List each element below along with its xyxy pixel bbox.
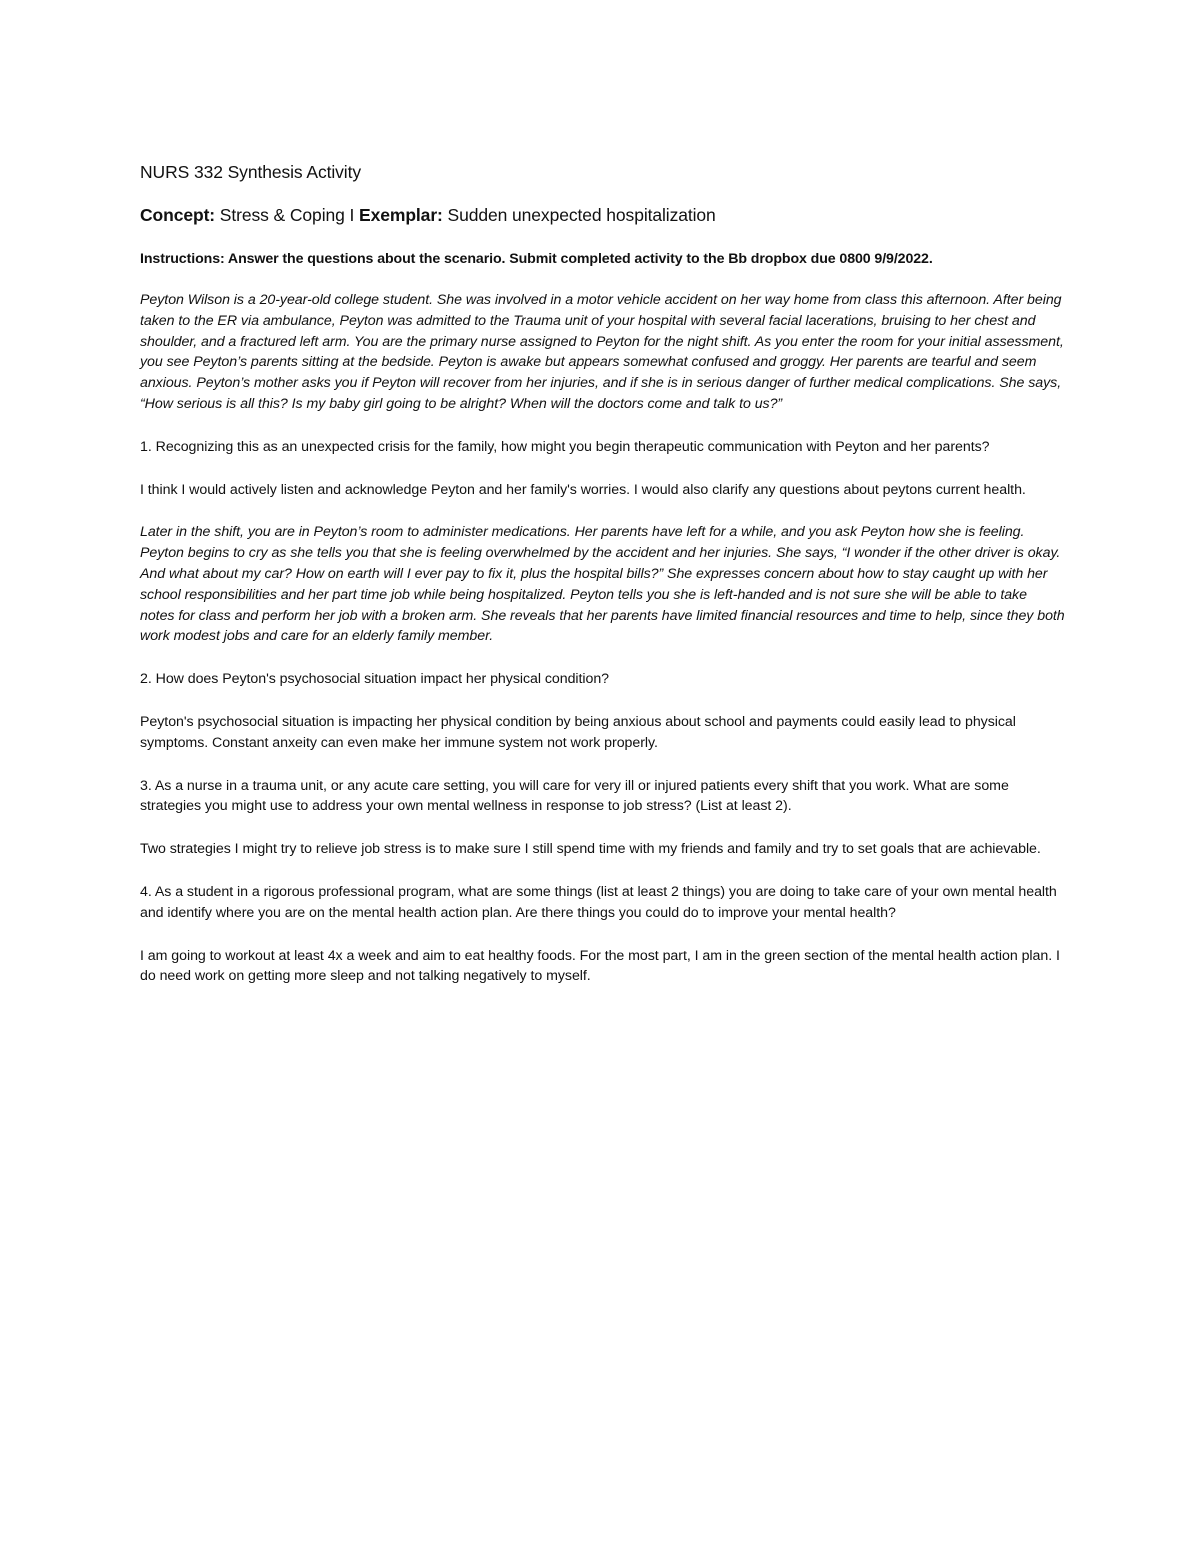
instructions: Instructions: Answer the questions about the scenario. Submit completed activity to the Bb dropbox due 0800 9/9/2022. bbox=[140, 251, 933, 267]
document-page bbox=[140, 162, 1065, 1009]
question-2: 2. How does Peyton's psychosocial situation impact her physical condition? bbox=[140, 671, 610, 688]
answer-2: Peyton's psychosocial situation is impacting her physical condition by being anxious about school and payments could easily lead to physical symptoms. Constant anxeity can even make her immune system not work properly. bbox=[140, 713, 1016, 751]
exemplar-label: Exemplar: bbox=[359, 205, 443, 225]
document-title: NURS 332 Synthesis Activity bbox=[140, 162, 361, 182]
question-4: 4. As a student in a rigorous professional program, what are some things (list at least 2 things) you are doing to take care of your own mental health and identify where you are on the mental health action plan. Are there things you could do to improve your mental health? bbox=[140, 883, 1057, 921]
answer-1: I think I would actively listen and acknowledge Peyton and her family's worries. I would also clarify any questions about peytons current health. bbox=[140, 481, 1026, 498]
scenario-paragraph-1: Peyton Wilson is a 20-year-old college student. She was involved in a motor vehicle accident on her way home from class this afternoon. After being taken to the ER via ambulance, Peyton was admitted to the Trauma unit of your hospital with several facial lacerations, bruising to her chest and shoulder, and a fractured left arm. You are the primary nurse assigned to Peyton for the night shift. As you enter the room for your initial assessment, you see Peyton’s parents sitting at the bedside. Peyton is awake but appears somewhat confused and groggy. Her parents are tearful and seem anxious. Peyton’s mother asks you if Peyton will recover from her injuries, and if she is in serious danger of further medical complications. She says, “How serious is all this? Is my baby girl going to be alright? When will the doctors come and talk to us?” bbox=[140, 292, 1064, 412]
concept-value: Stress & Coping I bbox=[215, 205, 360, 225]
question-3: 3. As a nurse in a trauma unit, or any acute care setting, you will care for very ill or injured patients every shift that you work. What are some strategies you might use to address your own mental wellness in response to job stress? (List at least 2). bbox=[140, 777, 1009, 815]
concept-exemplar-line bbox=[140, 205, 1065, 226]
answer-3: Two strategies I might try to relieve job stress is to make sure I still spend time with my friends and family and try to set goals that are achievable. bbox=[140, 841, 1041, 858]
exemplar-value: Sudden unexpected hospitalization bbox=[442, 205, 716, 225]
concept-label: Concept: bbox=[140, 205, 216, 225]
scenario-paragraph-2: Later in the shift, you are in Peyton’s room to administer medications. Her parents have left for a while, and you ask Peyton how she is feeling. Peyton begins to cry as she tells you that she is feeling overwhelmed by the accident and her injuries. She says, “I wonder if the other driver is okay. And what about my car? How on earth will I ever pay to fix it, plus the hospital bills?” She expresses concern about how to stay caught up with her school responsibilities and her part time job while being hospitalized. Peyton tells you she is left-handed and is not sure she will be able to take notes for class and perform her job with a broken arm. She reveals that her parents have limited financial resources and time to help, since they both work modest jobs and care for an elderly family member. bbox=[140, 524, 1065, 645]
question-1: 1. Recognizing this as an unexpected crisis for the family, how might you begin therapeutic communication with Peyton and her parents? bbox=[140, 438, 990, 455]
answer-4: I am going to workout at least 4x a week and aim to eat healthy foods. For the most part, I am in the green section of the mental health action plan. I do need work on getting more sleep and not talking negatively to myself. bbox=[140, 947, 1060, 985]
